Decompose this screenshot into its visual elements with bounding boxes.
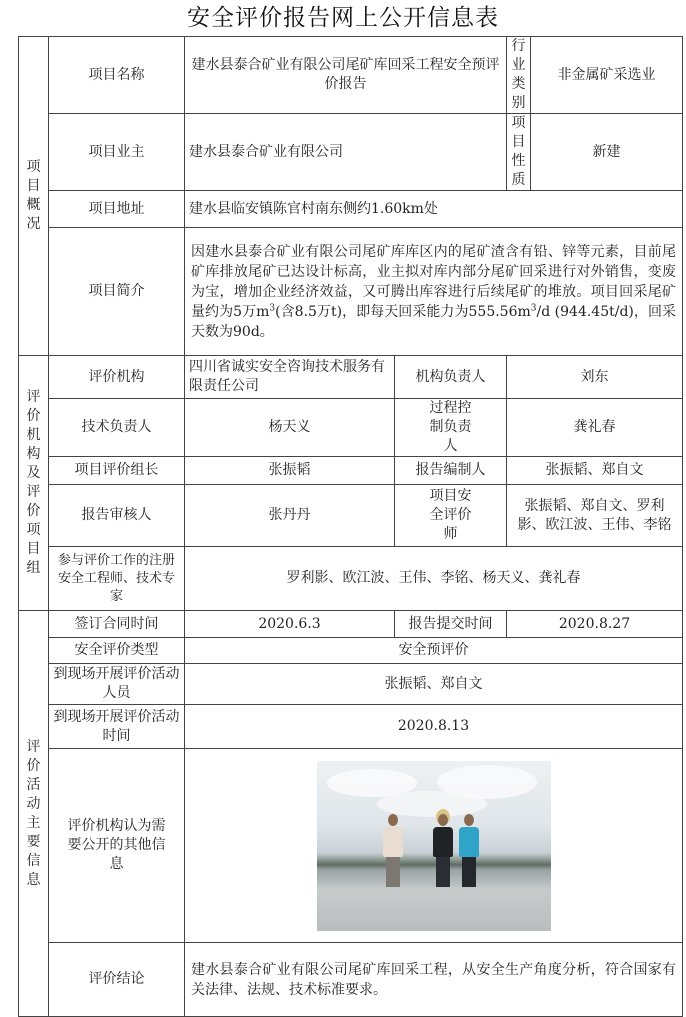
label-address: 项目地址 <box>49 191 185 228</box>
value-leader: 张振韬 <box>185 457 395 485</box>
label-process: 过程控制负责人 <box>395 399 507 457</box>
row-agency <box>19 356 683 399</box>
value-assessor: 张振韬、郑自文、罗利影、欧江波、王伟、李铭 <box>507 485 683 547</box>
value-intro: 因建水县泰合矿业有限公司尾矿库库区内的尾矿渣含有铅、锌等元素，目前尾矿库排放尾矿已达设计标高，业主拟对库内部分尾矿回采进行对外销售，变废为宝，增加企业经济效益，又可腾出库容进行后续尾矿的堆放。项目回采尾矿量约为5万$m^3$(含8.5万t)，即每天回采能力为$555.56m^3/d$ (944.45t/d)，回采天数为90d。 <box>185 228 683 356</box>
value-experts: 罗利影、欧江波、王伟、李铭、杨天义、龚礼春 <box>185 547 683 611</box>
label-staff: 到现场开展评价活动人员 <box>49 664 185 705</box>
value-editor: 张振韬、郑自文 <box>507 457 683 485</box>
person-figure <box>383 814 403 887</box>
label-agency-head: 机构负责人 <box>395 356 507 399</box>
label-intro: 项目简介 <box>49 228 185 356</box>
row-other <box>19 749 683 943</box>
value-industry: 非金属矿采选业 <box>531 37 683 114</box>
row-project-address <box>19 191 683 228</box>
value-staff: 张振韬、郑自文 <box>185 664 683 705</box>
site-photo <box>317 761 551 931</box>
value-nature: 新建 <box>531 114 683 191</box>
value-address: 建水县临安镇陈官村南东侧约1.60km处 <box>185 191 683 228</box>
value-project-name: 建水县泰合矿业有限公司尾矿库回采工程安全预评价报告 <box>185 37 507 114</box>
section-org: 评价机构及评价项目组 <box>19 356 49 611</box>
label-type: 安全评价类型 <box>49 638 185 664</box>
value-owner: 建水县泰合矿业有限公司 <box>185 114 507 191</box>
row-project-intro <box>19 228 683 356</box>
value-contract: 2020.6.3 <box>185 611 395 638</box>
person-figure <box>433 814 453 887</box>
value-other <box>185 749 683 943</box>
label-editor: 报告编制人 <box>395 457 507 485</box>
label-project-name: 项目名称 <box>49 37 185 114</box>
label-experts: 参与评价工作的注册安全工程师、技术专家 <box>49 547 185 611</box>
row-tech <box>19 399 683 457</box>
label-leader: 项目评价组长 <box>49 457 185 485</box>
person-figure <box>459 814 479 887</box>
value-tech: 杨天义 <box>185 399 395 457</box>
label-conclusion: 评价结论 <box>49 943 185 1017</box>
label-reviewer: 报告审核人 <box>49 485 185 547</box>
label-other: 评价机构认为需要公开的其他信息 <box>49 749 185 943</box>
value-conclusion: 建水县泰合矿业有限公司尾矿库回采工程，从安全生产角度分析，符合国家有关法律、法规、技术标准要求。 <box>185 943 683 1017</box>
row-time <box>19 705 683 749</box>
label-owner: 项目业主 <box>49 114 185 191</box>
page-title: 安全评价报告网上公开信息表 <box>187 5 499 31</box>
row-staff <box>19 664 683 705</box>
row-project-name <box>19 37 683 114</box>
row-leader <box>19 457 683 485</box>
value-agency: 四川省诚实安全咨询技术服务有限责任公司 <box>185 356 395 399</box>
value-process: 龚礼春 <box>507 399 683 457</box>
label-industry: 行业类别 <box>507 37 531 114</box>
label-time: 到现场开展评价活动时间 <box>49 705 185 749</box>
section-overview: 项目概况 <box>19 37 49 356</box>
value-time: 2020.8.13 <box>185 705 683 749</box>
label-nature: 项目性质 <box>507 114 531 191</box>
label-assessor: 项目安全评价师 <box>395 485 507 547</box>
value-agency-head: 刘东 <box>507 356 683 399</box>
row-reviewer <box>19 485 683 547</box>
value-reviewer: 张丹丹 <box>185 485 395 547</box>
label-tech: 技术负责人 <box>49 399 185 457</box>
row-type <box>19 638 683 664</box>
row-conclusion <box>19 943 683 1017</box>
value-submit: 2020.8.27 <box>507 611 683 638</box>
section-activity: 评价活动主要信息 <box>19 611 49 1017</box>
row-contract <box>19 611 683 638</box>
label-contract: 签订合同时间 <box>49 611 185 638</box>
value-type: 安全预评价 <box>185 638 683 664</box>
label-agency: 评价机构 <box>49 356 185 399</box>
info-table <box>18 36 683 1017</box>
row-experts <box>19 547 683 611</box>
label-submit: 报告提交时间 <box>395 611 507 638</box>
row-project-owner <box>19 114 683 191</box>
